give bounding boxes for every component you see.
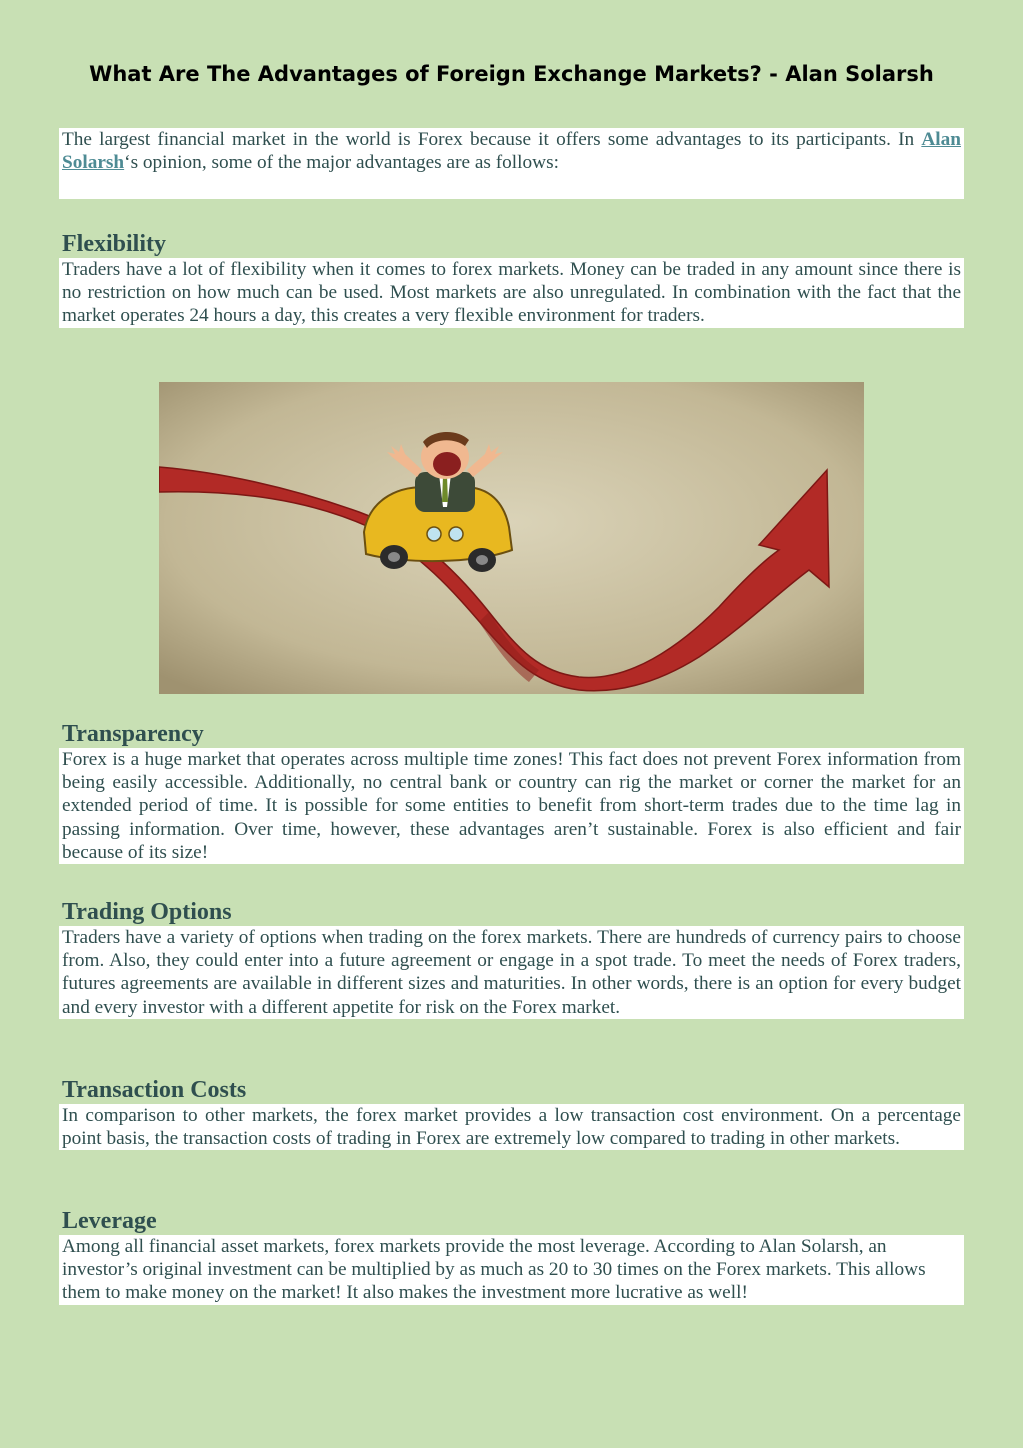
heading-transaction-costs: Transaction Costs <box>62 1077 247 1103</box>
intro-text-after: ‘s opinion, some of the major advantages are as follows: <box>124 152 559 174</box>
heading-flexibility: Flexibility <box>62 231 166 257</box>
page-title: What Are The Advantages of Foreign Exchange Markets? - Alan Solarsh <box>89 62 934 86</box>
heading-transparency: Transparency <box>62 721 204 747</box>
heading-leverage: Leverage <box>62 1208 157 1234</box>
paragraph-trading-options: Traders have a variety of options when trading on the forex markets. There are hundreds of currency pairs to choose from. Also, they could enter into a future agreement or engage in a spot trade. To meet the needs of Forex traders, futures agreements are available in different sizes and maturities. In other words, there is an option for every budget and every investor with a different appetite for risk on the Forex market. <box>59 926 964 1019</box>
paragraph-transaction-costs: In comparison to other markets, the forex market provides a low transaction cost environment. On a percentage point basis, the transaction costs of trading in Forex are extremely low compared to trading in other markets. <box>59 1104 964 1150</box>
author-link[interactable]: Alan Solarsh <box>62 129 961 174</box>
paragraph-leverage: Among all financial asset markets, forex markets provide the most leverage. According to Alan Solarsh, an investor’s original investment can be multiplied by as much as 20 to 30 times on the Forex markets. This allows them to make money on the market! It also makes the investment more lucrative as well! <box>59 1235 964 1305</box>
paragraph-transparency: Forex is a huge market that operates across multiple time zones! This fact does not prevent Forex information from being easily accessible. Additionally, no central bank or country can rig the market or corner the market for an extended period of time. It is possible for some entities to benefit from short-term trades due to the time lag in passing information. Over time, however, these advantages aren’t sustainable. Forex is also efficient and fair because of its size! <box>59 748 964 864</box>
heading-trading-options: Trading Options <box>62 899 232 925</box>
intro-text-before: The largest financial market in the world is Forex because it offers some advantages to its participants. In <box>62 129 922 150</box>
intro-paragraph <box>59 128 964 199</box>
car-on-rising-arrow-icon <box>159 382 864 694</box>
paragraph-flexibility: Traders have a lot of flexibility when it comes to forex markets. Money can be traded in any amount since there is no restriction on how much can be used. Most markets are also unregulated. In combination with the fact that the market operates 24 hours a day, this creates a very flexible environment for traders. <box>59 258 964 328</box>
